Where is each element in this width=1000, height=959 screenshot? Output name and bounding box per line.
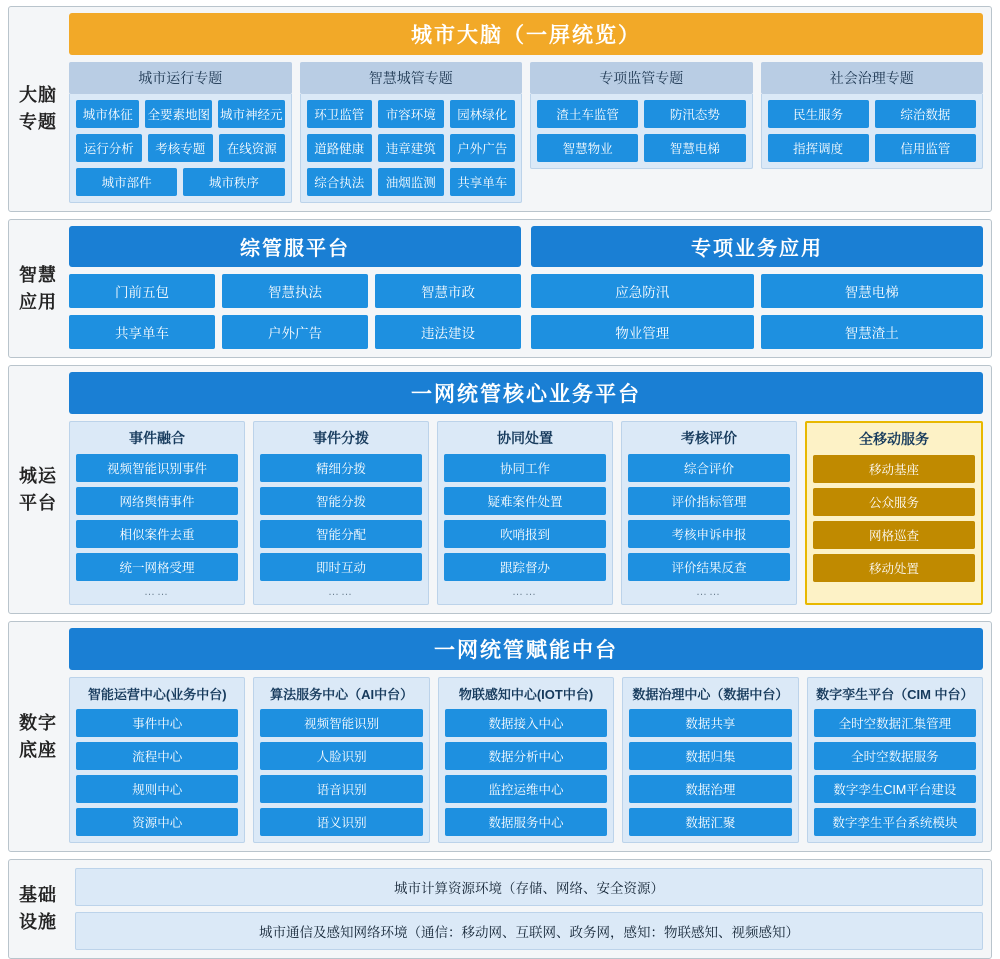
midend-item[interactable]: 人脸识别 xyxy=(260,742,422,770)
brain-topic-columns xyxy=(69,62,983,203)
topic-group-social-governance-head: 社会治理专题 xyxy=(761,62,984,94)
core-platform-title: 一网统管核心业务平台 xyxy=(69,372,983,414)
core-item[interactable]: 网格巡查 xyxy=(813,521,975,549)
topic-chip[interactable]: 在线资源 xyxy=(219,134,285,162)
band-smart-applications-body xyxy=(67,220,991,357)
midend-item[interactable]: 数字孪生CIM平台建设 xyxy=(814,775,976,803)
core-item[interactable]: 网络舆情事件 xyxy=(76,487,238,515)
midend-item[interactable]: 语义识别 xyxy=(260,808,422,836)
app-row xyxy=(69,315,521,349)
app-group-comprehensive-platform-title: 综管服平台 xyxy=(69,226,521,267)
chip-row xyxy=(768,100,977,128)
chip-row xyxy=(537,100,746,128)
band-core-label-line2: 平台 xyxy=(19,492,57,513)
midend-item[interactable]: 数据接入中心 xyxy=(445,709,607,737)
app-row xyxy=(69,274,521,308)
midend-item[interactable]: 语音识别 xyxy=(260,775,422,803)
core-item[interactable]: 协同工作 xyxy=(444,454,606,482)
infrastructure-network-row: 城市通信及感知网络环境（通信：移动网、互联网、政务网，感知：物联感知、视频感知） xyxy=(75,912,983,950)
app-cell[interactable]: 物业管理 xyxy=(531,315,754,349)
topic-chip[interactable]: 城市神经元 xyxy=(218,100,285,128)
topic-chip[interactable]: 城市部件 xyxy=(76,168,177,196)
topic-group-city-operation xyxy=(69,62,292,203)
chip-row xyxy=(76,168,285,196)
chip-row xyxy=(76,134,285,162)
midend-item[interactable]: 视频智能识别 xyxy=(260,709,422,737)
app-group-comprehensive-platform xyxy=(69,226,521,349)
midend-item[interactable]: 监控运维中心 xyxy=(445,775,607,803)
core-item[interactable]: 移动基座 xyxy=(813,455,975,483)
core-item[interactable]: 疑难案件处置 xyxy=(444,487,606,515)
band-smart-applications-label-line1: 智慧 xyxy=(19,264,57,285)
midend-col-business xyxy=(69,677,245,843)
band-smart-applications-label xyxy=(9,220,67,357)
topic-chip[interactable]: 智慧物业 xyxy=(537,134,638,162)
app-cell[interactable]: 智慧渣土 xyxy=(761,315,984,349)
smart-application-columns xyxy=(69,226,983,349)
app-cell[interactable]: 智慧市政 xyxy=(375,274,521,308)
band-core-business-platform xyxy=(8,365,992,614)
band-brain-label-line2: 专题 xyxy=(19,112,57,132)
topic-chip[interactable]: 市容环境 xyxy=(378,100,444,128)
core-item[interactable]: 即时互动 xyxy=(260,553,422,581)
core-col-collaborative-handling xyxy=(437,421,613,605)
midend-item[interactable]: 数字孪生平台系统模块 xyxy=(814,808,976,836)
chip-row xyxy=(537,134,746,162)
band-infrastructure xyxy=(8,859,992,959)
band-core-business-platform-label xyxy=(9,366,67,613)
midend-col-iot xyxy=(438,677,614,843)
band-core-label-line1: 城运 xyxy=(19,465,57,486)
topic-chip[interactable]: 户外广告 xyxy=(450,134,516,162)
core-item[interactable]: 视频智能识别事件 xyxy=(76,454,238,482)
topic-group-city-operation-box xyxy=(69,94,292,203)
midend-item[interactable]: 数据归集 xyxy=(629,742,791,770)
core-col-head: 全移动服务 xyxy=(859,431,929,447)
midend-item[interactable]: 流程中心 xyxy=(76,742,238,770)
midend-item[interactable]: 数据汇聚 xyxy=(629,808,791,836)
band-infrastructure-label xyxy=(9,860,67,958)
app-cell[interactable]: 智慧执法 xyxy=(222,274,368,308)
midend-col-cim xyxy=(807,677,983,843)
core-col-head: 事件融合 xyxy=(129,430,185,446)
topic-group-smart-urban-management xyxy=(300,62,523,203)
band-digital-label-line1: 数字 xyxy=(19,712,57,733)
core-col-head: 事件分拨 xyxy=(313,430,369,446)
chip-row xyxy=(76,100,285,128)
core-item[interactable]: 统一网格受理 xyxy=(76,553,238,581)
midend-col-head: 数字孪生平台（CIM 中台） xyxy=(816,687,974,702)
app-row xyxy=(531,274,983,308)
topic-group-special-supervision-head: 专项监管专题 xyxy=(530,62,753,94)
app-cell[interactable]: 违法建设 xyxy=(375,315,521,349)
topic-group-special-supervision xyxy=(530,62,753,203)
topic-group-social-governance xyxy=(761,62,984,203)
core-col-assessment xyxy=(621,421,797,605)
topic-chip[interactable]: 违章建筑 xyxy=(378,134,444,162)
chip-row xyxy=(768,134,977,162)
core-col-head: 协同处置 xyxy=(497,430,553,446)
midend-col-head: 智能运营中心(业务中台) xyxy=(87,687,227,702)
midend-col-ai xyxy=(253,677,429,843)
midend-item[interactable]: 数据服务中心 xyxy=(445,808,607,836)
core-col-ellipsis: …… xyxy=(328,586,354,598)
chip-row xyxy=(307,168,516,196)
topic-chip[interactable]: 渣土车监管 xyxy=(537,100,638,128)
core-col-event-fusion xyxy=(69,421,245,605)
infrastructure-compute-row: 城市计算资源环境（存储、网络、安全资源） xyxy=(75,868,983,906)
midend-col-head: 物联感知中心(IOT中台) xyxy=(458,687,594,702)
core-col-ellipsis: …… xyxy=(144,586,170,598)
topic-chip[interactable]: 油烟监测 xyxy=(378,168,444,196)
core-platform-columns xyxy=(69,421,983,605)
topic-group-smart-urban-management-head: 智慧城管专题 xyxy=(300,62,523,94)
topic-group-smart-urban-management-box xyxy=(300,94,523,203)
midend-item[interactable]: 全时空数据汇集管理 xyxy=(814,709,976,737)
core-item[interactable]: 评价指标管理 xyxy=(628,487,790,515)
band-digital-foundation xyxy=(8,621,992,852)
band-infrastructure-label-line2: 设施 xyxy=(19,912,57,932)
midend-col-data xyxy=(622,677,798,843)
core-item[interactable]: 跟踪督办 xyxy=(444,553,606,581)
midend-item[interactable]: 数据治理 xyxy=(629,775,791,803)
midend-columns xyxy=(69,677,983,843)
city-brain-title: 城市大脑（一屏统览） xyxy=(69,13,983,55)
app-cell[interactable]: 智慧电梯 xyxy=(761,274,984,308)
core-col-ellipsis: …… xyxy=(696,586,722,598)
band-digital-foundation-body xyxy=(67,622,991,851)
topic-chip[interactable]: 防汛态势 xyxy=(644,100,745,128)
core-col-head: 考核评价 xyxy=(681,430,737,446)
topic-chip[interactable]: 民生服务 xyxy=(768,100,869,128)
band-brain-label xyxy=(9,7,67,211)
core-item[interactable]: 综合评价 xyxy=(628,454,790,482)
midend-item[interactable]: 资源中心 xyxy=(76,808,238,836)
midend-item[interactable]: 事件中心 xyxy=(76,709,238,737)
midend-col-head: 数据治理中心（数据中台） xyxy=(632,687,789,702)
midend-item[interactable]: 数据共享 xyxy=(629,709,791,737)
app-group-special-business xyxy=(531,226,983,349)
topic-group-social-governance-box xyxy=(761,94,984,169)
app-cell[interactable]: 共享单车 xyxy=(69,315,215,349)
core-item[interactable]: 相似案件去重 xyxy=(76,520,238,548)
core-col-full-mobile-service xyxy=(805,421,983,605)
band-smart-applications-label-line2: 应用 xyxy=(19,291,57,312)
topic-chip[interactable]: 环卫监管 xyxy=(307,100,373,128)
topic-chip[interactable]: 运行分析 xyxy=(76,134,142,162)
app-row xyxy=(531,315,983,349)
midend-item[interactable]: 数据分析中心 xyxy=(445,742,607,770)
topic-chip[interactable]: 信用监管 xyxy=(875,134,976,162)
chip-row xyxy=(307,100,516,128)
topic-chip[interactable]: 全要素地图 xyxy=(145,100,212,128)
topic-chip[interactable]: 考核专题 xyxy=(148,134,214,162)
topic-chip[interactable]: 综治数据 xyxy=(875,100,976,128)
topic-group-city-operation-head: 城市运行专题 xyxy=(69,62,292,94)
midend-item[interactable]: 全时空数据服务 xyxy=(814,742,976,770)
topic-chip[interactable]: 园林绿化 xyxy=(450,100,516,128)
band-digital-foundation-label xyxy=(9,622,67,851)
core-item[interactable]: 精细分拨 xyxy=(260,454,422,482)
topic-chip[interactable]: 智慧电梯 xyxy=(644,134,745,162)
app-cell[interactable]: 门前五包 xyxy=(69,274,215,308)
core-item[interactable]: 移动处置 xyxy=(813,554,975,582)
topic-chip[interactable]: 城市体征 xyxy=(76,100,139,128)
topic-chip[interactable]: 综合执法 xyxy=(307,168,373,196)
band-core-business-platform-body xyxy=(67,366,991,613)
band-brain-label-line1: 大脑 xyxy=(19,85,57,105)
topic-chip[interactable]: 指挥调度 xyxy=(768,134,869,162)
core-item[interactable]: 智能分配 xyxy=(260,520,422,548)
band-infrastructure-body xyxy=(67,860,991,958)
core-item[interactable]: 智能分拨 xyxy=(260,487,422,515)
band-infrastructure-label-line1: 基础 xyxy=(19,885,57,905)
core-item[interactable]: 考核申诉申报 xyxy=(628,520,790,548)
enablement-midend-title: 一网统管赋能中台 xyxy=(69,628,983,670)
topic-chip[interactable]: 道路健康 xyxy=(307,134,373,162)
app-cell[interactable]: 应急防汛 xyxy=(531,274,754,308)
topic-group-special-supervision-box xyxy=(530,94,753,169)
topic-chip[interactable]: 共享单车 xyxy=(450,168,516,196)
app-cell[interactable]: 户外广告 xyxy=(222,315,368,349)
topic-chip[interactable]: 城市秩序 xyxy=(183,168,284,196)
band-smart-applications xyxy=(8,219,992,358)
midend-col-head: 算法服务中心（AI中台） xyxy=(270,687,414,702)
core-item[interactable]: 评价结果反查 xyxy=(628,553,790,581)
core-col-event-dispatch xyxy=(253,421,429,605)
band-brain-body xyxy=(67,7,991,211)
band-digital-label-line2: 底座 xyxy=(19,739,57,760)
chip-row xyxy=(307,134,516,162)
app-group-special-business-title: 专项业务应用 xyxy=(531,226,983,267)
midend-item[interactable]: 规则中心 xyxy=(76,775,238,803)
core-item[interactable]: 吹哨报到 xyxy=(444,520,606,548)
band-brain-topics xyxy=(8,6,992,212)
core-col-ellipsis: …… xyxy=(512,586,538,598)
core-item[interactable]: 公众服务 xyxy=(813,488,975,516)
